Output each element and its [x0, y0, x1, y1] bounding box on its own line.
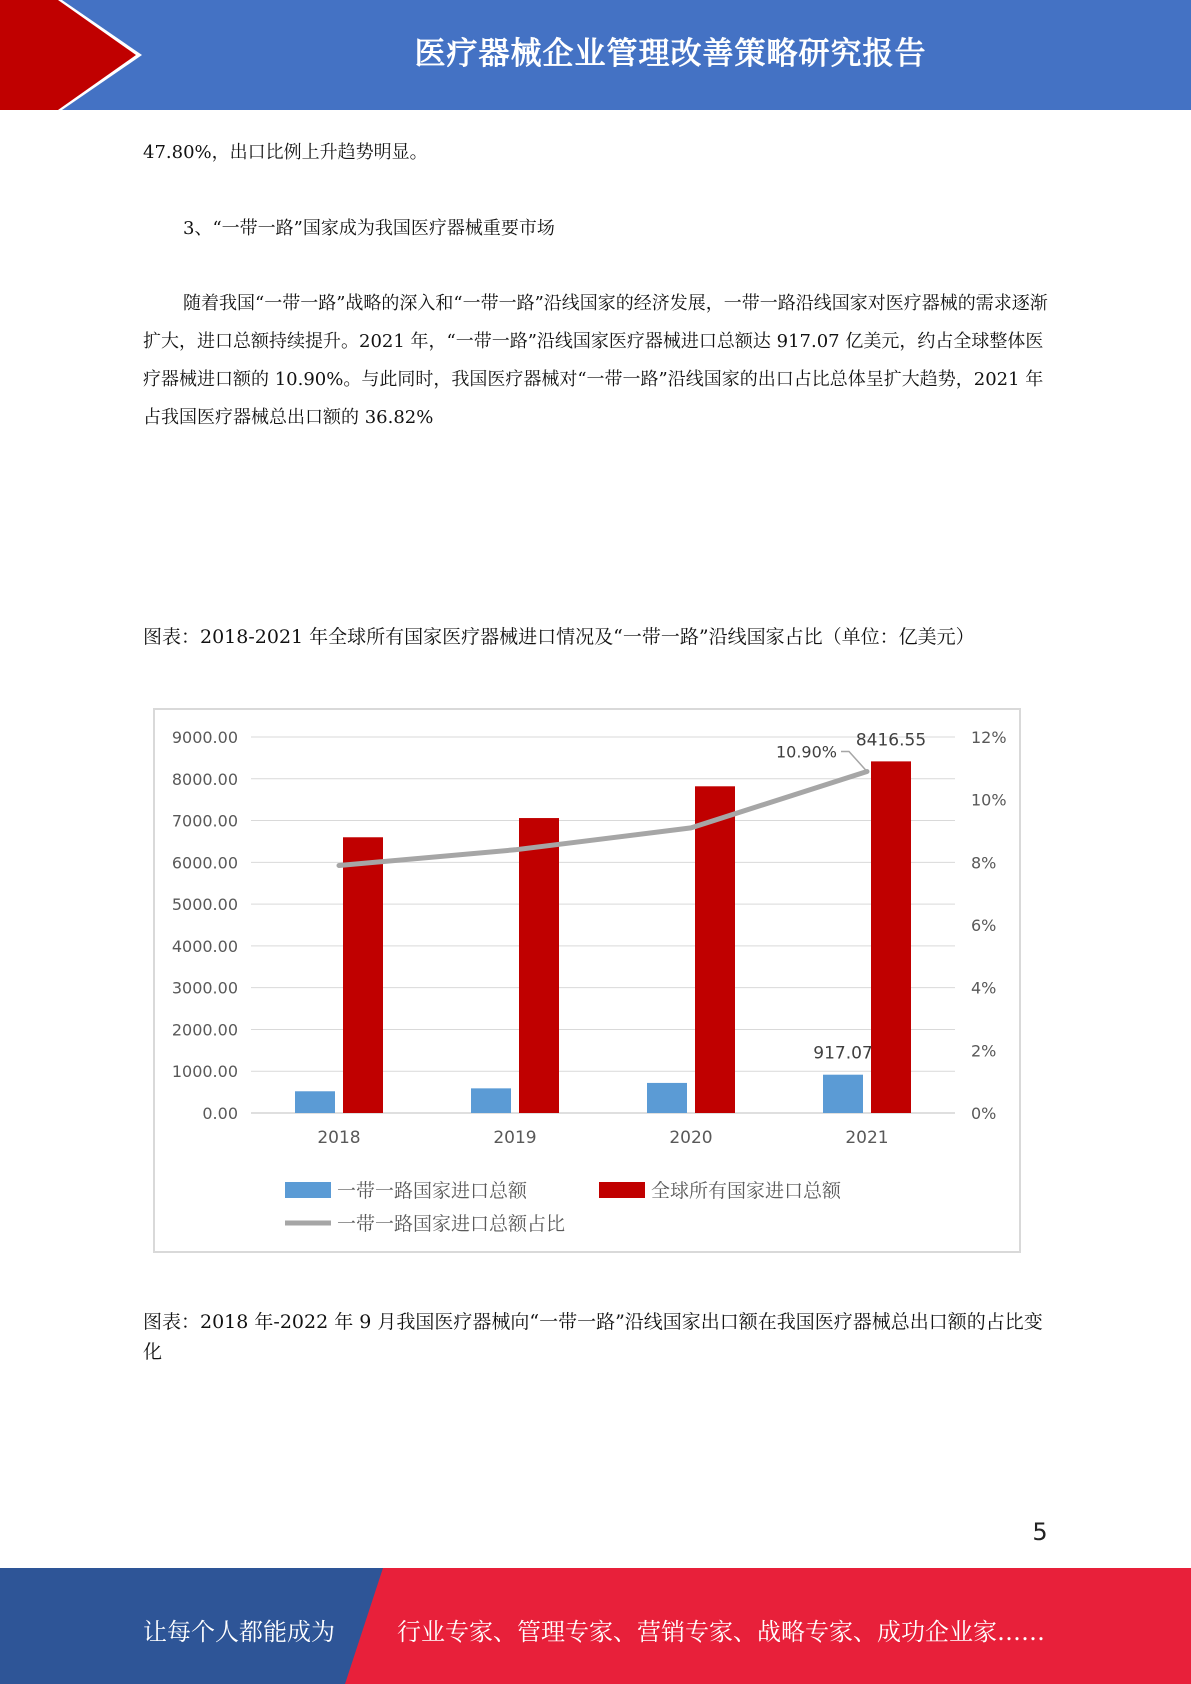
left-axis-tick-label: 4000.00: [171, 936, 238, 956]
line-belt-road-share: [339, 771, 867, 865]
data-label-belt-road-2021: 917.07: [813, 1043, 873, 1064]
next-chart-caption: 图表：2018 年-2022 年 9 月我国医疗器械向“一带一路”沿线国家出口额在我国医疗器械总出口额的占比变化: [143, 1311, 1043, 1363]
import-chart: [153, 708, 1021, 1253]
chart-canvas: [155, 710, 1019, 1251]
x-axis-tick-label: 2020: [669, 1128, 713, 1148]
left-axis-tick-label: 2000.00: [171, 1020, 238, 1040]
right-axis-tick-label: 8%: [971, 853, 997, 873]
left-axis-tick-label: 5000.00: [171, 895, 238, 915]
data-label-share-2021: 10.90%: [775, 742, 837, 762]
bar-belt-road: [295, 1091, 335, 1113]
page-footer: [0, 1568, 1191, 1684]
right-axis-tick-label: 4%: [971, 978, 997, 998]
section-heading: 3、“一带一路”国家成为我国医疗器械重要市场: [183, 218, 555, 239]
x-axis-tick-label: 2019: [493, 1128, 537, 1148]
bar-global: [519, 818, 559, 1113]
paragraph-belt-road: 随着我国“一带一路”战略的深入和“一带一路”沿线国家的经济发展，一带一路沿线国家对医疗器械的需求逐渐扩大，进口总额持续提升。2021 年，“一带一路”沿线国家医疗器械进口总额达 917.07 亿美元，约占全球整体医疗器械进口额的 10.90%。与此同时，我国医疗器械对“一带一路”沿线国家的出口占比总体呈扩大趋势，2021 年占我国医疗器械总出口额的 36.82%: [143, 293, 1048, 428]
bar-global: [871, 761, 911, 1113]
right-axis-tick-label: 10%: [971, 790, 1007, 810]
footer-slogan-left: 让每个人都能成为: [143, 1618, 335, 1646]
left-axis-tick-label: 0.00: [202, 1104, 238, 1123]
line-label-leader: [841, 751, 867, 771]
left-axis-tick-label: 1000.00: [171, 1062, 238, 1082]
right-axis-tick-label: 2%: [971, 1041, 997, 1061]
legend-label-share: 一带一路国家进口总额占比: [337, 1213, 566, 1235]
left-axis-tick-label: 9000.00: [171, 728, 238, 747]
paragraph-export-ratio: 47.80%，出口比例上升趋势明显。: [143, 142, 428, 163]
bar-belt-road: [823, 1075, 863, 1113]
x-axis-tick-label: 2018: [317, 1128, 361, 1148]
data-label-global-2021: 8416.55: [855, 730, 927, 751]
right-axis-tick-label: 6%: [971, 916, 997, 935]
legend-label-global: 全球所有国家进口总额: [651, 1180, 842, 1202]
legend-swatch-belt-road: [285, 1182, 331, 1198]
page-header: [0, 0, 1191, 110]
left-axis-tick-label: 3000.00: [171, 978, 238, 998]
left-axis-tick-label: 7000.00: [171, 811, 238, 831]
bar-global: [695, 786, 735, 1113]
footer-slogan-right: 行业专家、管理专家、营销专家、战略专家、成功企业家……: [397, 1618, 1045, 1646]
bar-belt-road: [471, 1088, 511, 1113]
chart-caption: 图表：2018-2021 年全球所有国家医疗器械进口情况及“一带一路”沿线国家占比（单位：亿美元）: [143, 626, 975, 648]
right-axis-tick-label: 12%: [971, 728, 1007, 747]
bar-belt-road: [647, 1083, 687, 1113]
header-chevron-decoration: [0, 0, 160, 110]
x-axis-tick-label: 2021: [845, 1128, 889, 1148]
page-number: 5: [1032, 1518, 1048, 1546]
report-title: 医疗器械企业管理改善策略研究报告: [414, 35, 927, 72]
left-axis-tick-label: 6000.00: [171, 853, 238, 873]
legend-swatch-global: [599, 1182, 645, 1198]
legend-label-belt-road: 一带一路国家进口总额: [337, 1180, 528, 1202]
right-axis-tick-label: 0%: [971, 1104, 997, 1123]
bar-global: [343, 837, 383, 1113]
left-axis-tick-label: 8000.00: [171, 769, 238, 789]
